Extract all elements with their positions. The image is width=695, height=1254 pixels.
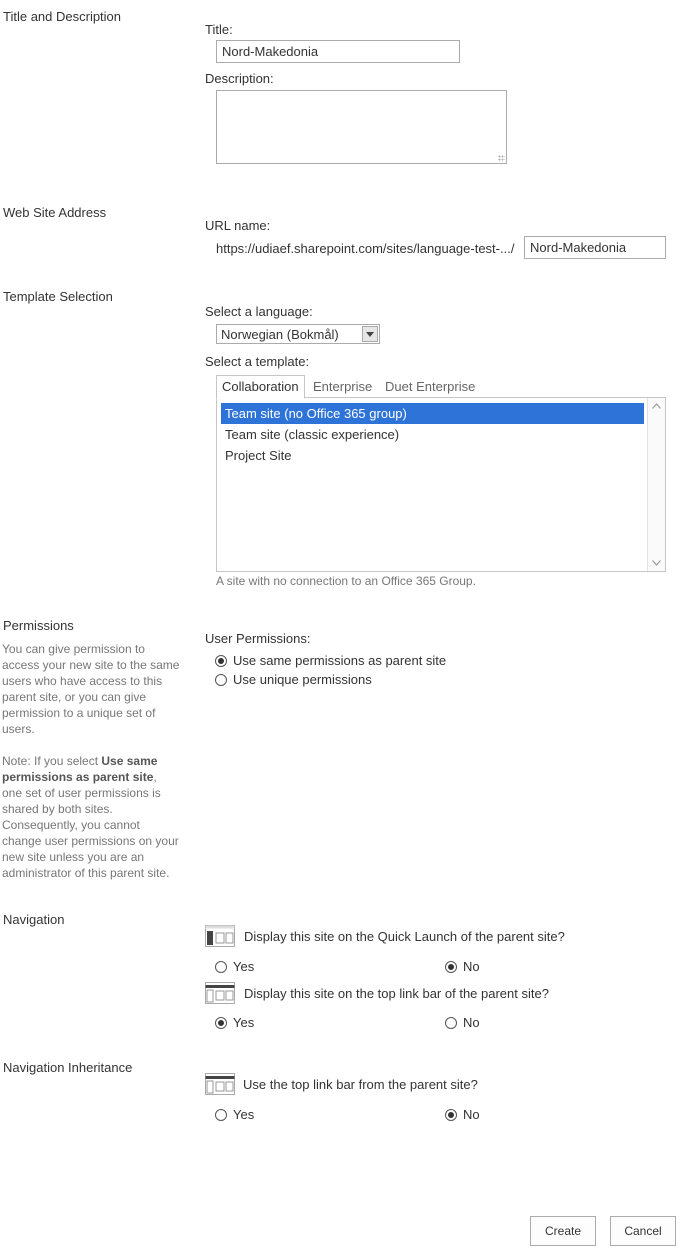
radio-quick-launch-no[interactable] bbox=[445, 959, 480, 974]
section-title-template: Template Selection bbox=[3, 289, 113, 304]
radio-button[interactable] bbox=[445, 961, 457, 973]
inherit-question: Use the top link bar from the parent site? bbox=[243, 1076, 478, 1092]
radio-button[interactable] bbox=[445, 1017, 457, 1029]
template-listbox[interactable] bbox=[216, 397, 666, 572]
radio-quick-launch-yes[interactable] bbox=[215, 959, 254, 974]
radio-button[interactable] bbox=[215, 1017, 227, 1029]
radio-label: No bbox=[463, 1107, 480, 1122]
template-label: Select a template: bbox=[205, 354, 310, 369]
scroll-up-icon[interactable] bbox=[652, 403, 661, 409]
radio-label: No bbox=[463, 1015, 480, 1030]
template-description: A site with no connection to an Office 365 Group. bbox=[216, 574, 476, 588]
quick-launch-icon bbox=[205, 925, 235, 947]
template-item-project-site[interactable]: Project Site bbox=[225, 448, 292, 463]
description-label: Description: bbox=[205, 71, 274, 86]
language-selected-value: Norwegian (Bokmål) bbox=[221, 326, 339, 342]
url-prefix: https://udiaef.sharepoint.com/sites/language-test-.../ bbox=[216, 241, 515, 256]
radio-top-link-no[interactable] bbox=[445, 1015, 480, 1030]
template-item-team-site-no-group[interactable]: Team site (no Office 365 group) bbox=[221, 403, 644, 424]
title-input[interactable] bbox=[216, 40, 460, 63]
description-textarea[interactable] bbox=[216, 90, 507, 164]
radio-label: Use same permissions as parent site bbox=[233, 653, 447, 668]
tab-duet-enterprise[interactable]: Duet Enterprise bbox=[385, 379, 476, 394]
quick-launch-question-row bbox=[205, 925, 565, 947]
radio-label: Yes bbox=[233, 959, 255, 974]
section-title-description: Title and Description bbox=[3, 9, 122, 24]
radio-button[interactable] bbox=[215, 674, 227, 686]
radio-button[interactable] bbox=[215, 655, 227, 667]
tab-enterprise[interactable]: Enterprise bbox=[313, 379, 373, 394]
language-label: Select a language: bbox=[205, 304, 313, 319]
language-select[interactable] bbox=[216, 324, 380, 344]
title-label: Title: bbox=[205, 22, 233, 37]
template-item-team-site-classic[interactable]: Team site (classic experience) bbox=[225, 427, 400, 442]
radio-unique-permissions[interactable] bbox=[215, 672, 372, 687]
url-input[interactable] bbox=[524, 236, 666, 259]
radio-button[interactable] bbox=[215, 1109, 227, 1121]
template-tabs bbox=[216, 375, 666, 398]
resize-grip-icon[interactable] bbox=[498, 155, 505, 162]
create-button[interactable]: Create bbox=[530, 1216, 596, 1246]
tab-collaboration[interactable]: Collaboration bbox=[216, 375, 305, 399]
section-title-permissions: Permissions bbox=[3, 618, 74, 633]
radio-same-permissions[interactable] bbox=[215, 653, 446, 668]
radio-label: Yes bbox=[233, 1107, 255, 1122]
top-link-bar-icon bbox=[205, 982, 235, 1004]
chevron-down-icon[interactable] bbox=[362, 326, 378, 342]
description-field[interactable] bbox=[216, 90, 507, 164]
section-title-navigation-inheritance: Navigation Inheritance bbox=[3, 1060, 133, 1075]
note-bold: Use same permissions as parent site bbox=[2, 754, 158, 784]
inherit-question-row bbox=[205, 1073, 478, 1095]
note-suffix: , one set of user permissions is shared by both sites. Consequently, you cannot change user permissions on your new site unless you are an administrator of this parent site. bbox=[2, 770, 179, 880]
permissions-note bbox=[2, 753, 180, 881]
section-title-navigation: Navigation bbox=[3, 912, 65, 927]
top-link-question: Display this site on the top link bar of the parent site? bbox=[244, 985, 549, 1001]
radio-inherit-no[interactable] bbox=[445, 1107, 480, 1122]
listbox-scrollbar[interactable] bbox=[647, 398, 665, 571]
radio-label: Use unique permissions bbox=[233, 672, 372, 687]
radio-label: No bbox=[463, 959, 480, 974]
url-label: URL name: bbox=[205, 218, 271, 233]
quick-launch-question: Display this site on the Quick Launch of the parent site? bbox=[244, 928, 565, 944]
radio-label: Yes bbox=[233, 1015, 255, 1030]
permissions-description: You can give permission to access your new site to the same users who have access to this parent site, or you can give permission to a unique set of users. bbox=[2, 642, 180, 736]
user-permissions-label: User Permissions: bbox=[205, 631, 311, 646]
note-prefix: Note: If you select bbox=[2, 754, 102, 768]
scroll-down-icon[interactable] bbox=[652, 560, 661, 566]
radio-button[interactable] bbox=[445, 1109, 457, 1121]
top-link-question-row bbox=[205, 982, 549, 1004]
cancel-button[interactable]: Cancel bbox=[610, 1216, 676, 1246]
radio-inherit-yes[interactable] bbox=[215, 1107, 254, 1122]
radio-top-link-yes[interactable] bbox=[215, 1015, 254, 1030]
radio-button[interactable] bbox=[215, 961, 227, 973]
section-title-address: Web Site Address bbox=[3, 205, 107, 220]
inherit-link-bar-icon bbox=[205, 1073, 235, 1095]
